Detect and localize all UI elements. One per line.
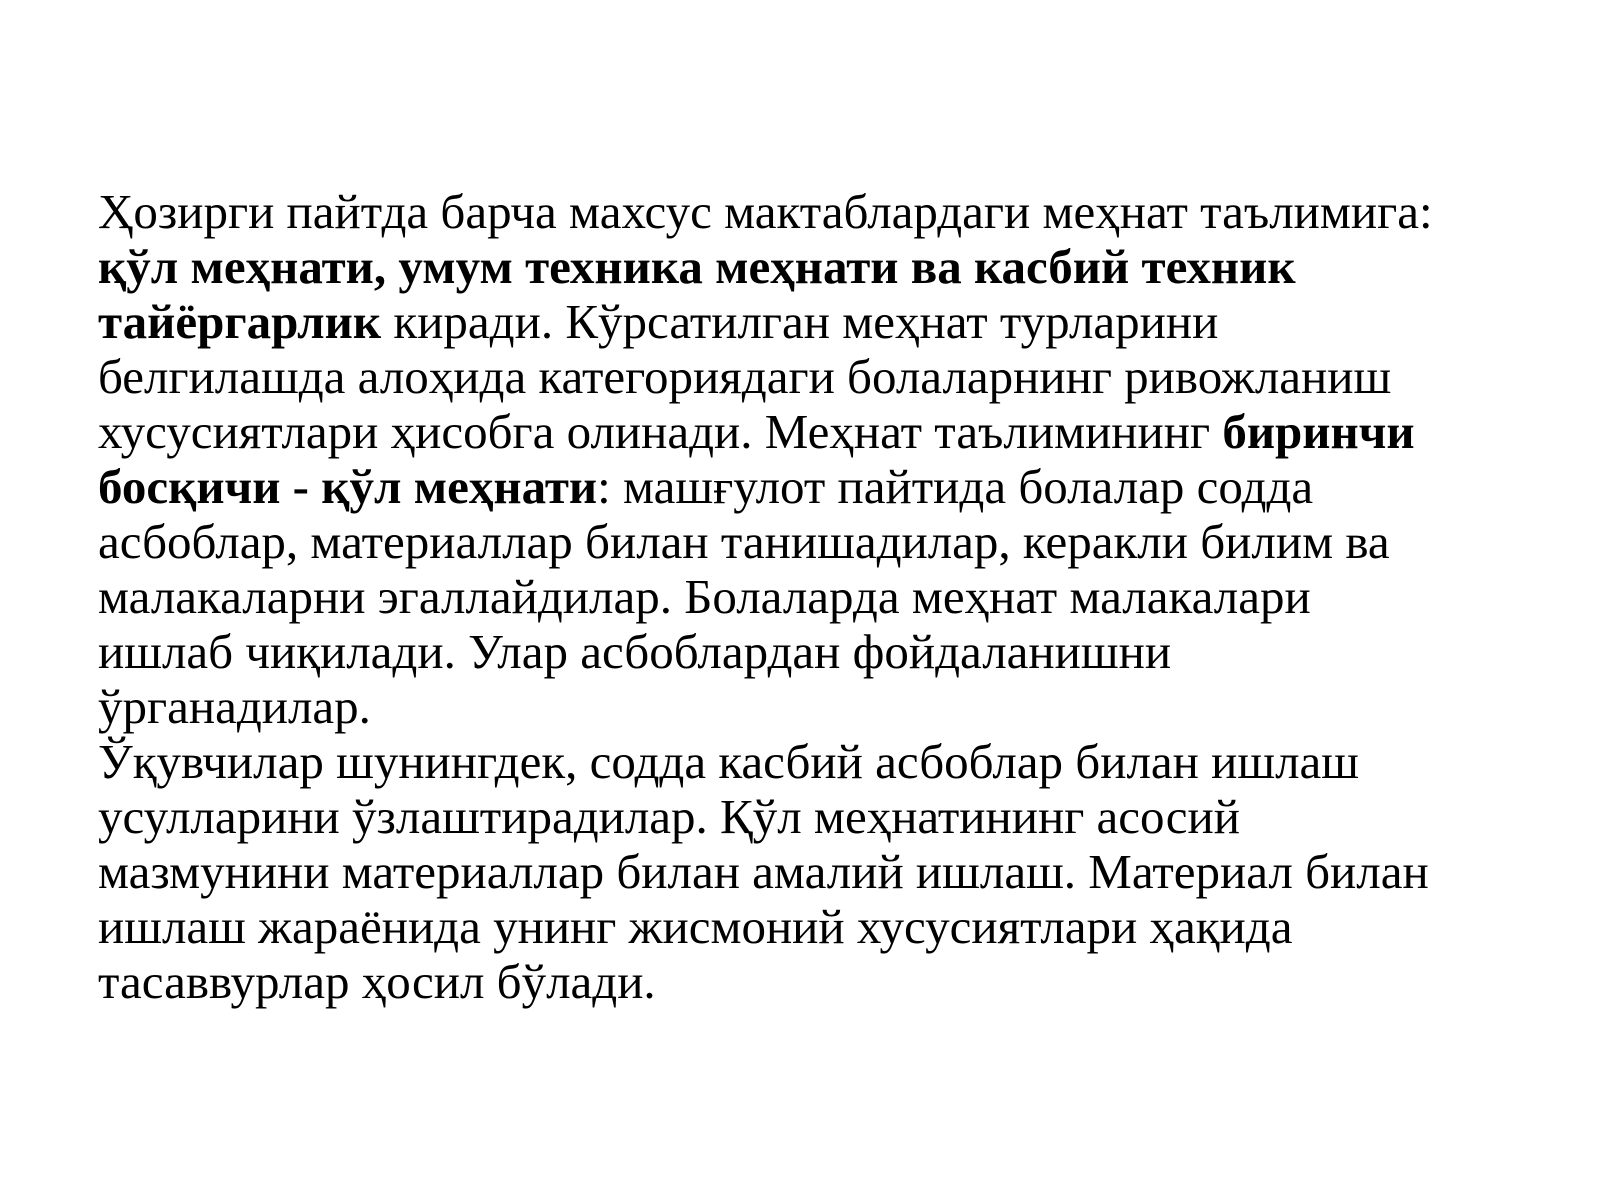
text-line (98, 514, 1518, 569)
text-run: Ҳозирги пайтда барча махсус мактаблардаги меҳнат таълимига: (98, 184, 1433, 239)
text-run: хусусиятлари ҳисобга олинади. Меҳнат таълимининг (98, 404, 1223, 459)
text-line (98, 459, 1518, 514)
text-run: усулларини ўзлаштирадилар. Қўл меҳнатининг асосий (98, 789, 1240, 844)
text-run: ўрганадилар. (98, 679, 371, 734)
text-line (98, 294, 1518, 349)
text-line (98, 624, 1518, 679)
text-run: тасаввурлар ҳосил бўлади. (98, 954, 656, 1009)
text-line (98, 349, 1518, 404)
text-run: : машғулот пайтида болалар содда (597, 459, 1314, 514)
paragraph-students-skills (98, 734, 1518, 1009)
bold-text-run: тайёргарлик (98, 294, 382, 349)
text-run: асбоблар, материаллар билан танишадилар, керакли билим ва (98, 514, 1390, 569)
bold-text-run: босқичи - қўл меҳнати (98, 459, 598, 514)
text-line (98, 954, 1518, 1009)
text-line (98, 734, 1518, 789)
text-line (98, 899, 1518, 954)
slide-text-body (98, 184, 1518, 1009)
text-line (98, 239, 1518, 294)
paragraph-labor-education (98, 184, 1518, 734)
text-line (98, 844, 1518, 899)
text-run: ишлаш жараёнида унинг жисмоний хусусиятлари ҳақида (98, 899, 1293, 954)
text-run: ишлаб чиқилади. Улар асбоблардан фойдаланишни (98, 624, 1172, 679)
bold-text-run: биринчи (1222, 404, 1415, 459)
text-line (98, 679, 1518, 734)
text-line (98, 404, 1518, 459)
bold-text-run: қўл меҳнати, умум техника меҳнати ва касбий техник (98, 239, 1296, 294)
text-run: Ўқувчилар шунингдек, содда касбий асбоблар билан ишлаш (98, 734, 1360, 789)
text-line (98, 184, 1518, 239)
text-run: мазмунини материаллар билан амалий ишлаш. Материал билан (98, 844, 1429, 899)
text-run: малакаларни эгаллайдилар. Болаларда меҳнат малакалари (98, 569, 1311, 624)
text-line (98, 789, 1518, 844)
text-run: белгилашда алоҳида категориядаги болаларнинг ривожланиш (98, 349, 1392, 404)
text-line (98, 569, 1518, 624)
text-run: киради. Кўрсатилган меҳнат турларини (381, 294, 1219, 349)
